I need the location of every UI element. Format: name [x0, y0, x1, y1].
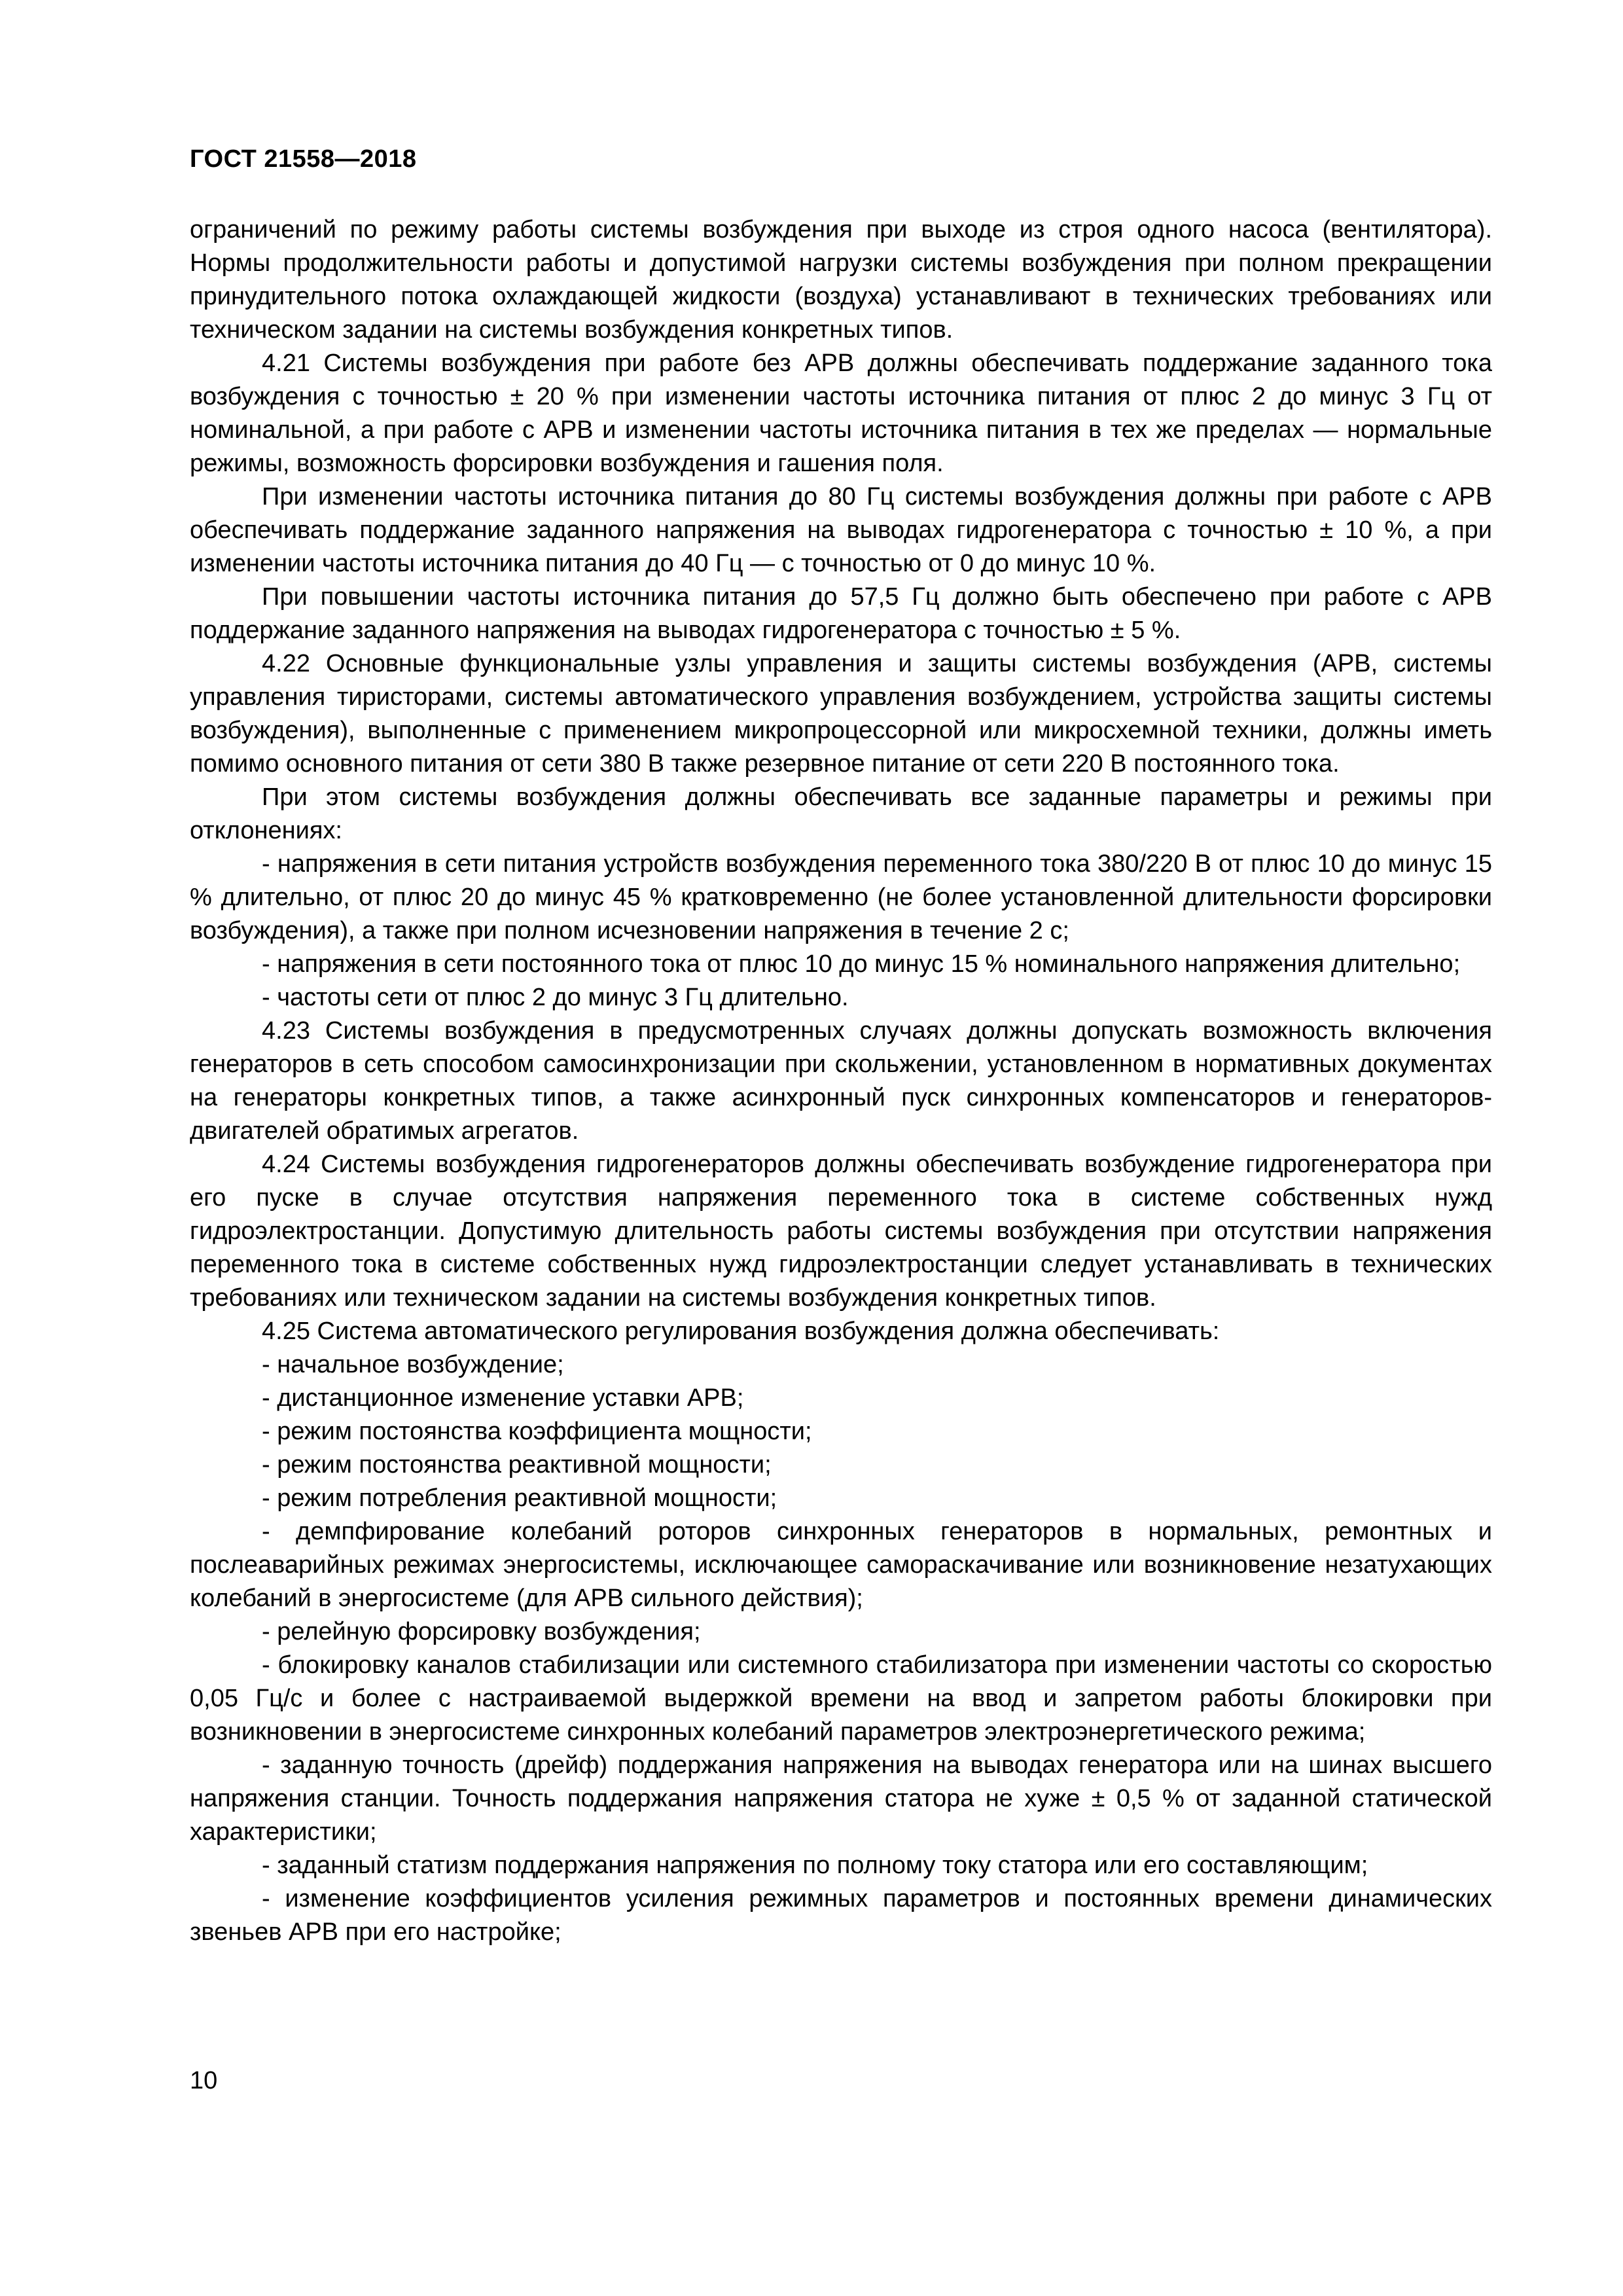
document-body: [190, 213, 1492, 1949]
page-number: 10: [190, 2067, 218, 2094]
list-item: - блокировку каналов стабилизации или системного стабилизатора при изменении частоты со скоростью 0,05 Гц/с и более с настраиваемой выдержкой времени на ввод и запретом работы блокировки при возникновении в энергосистеме синхронных колебаний параметров электроэнергетического режима;: [190, 1651, 1492, 1746]
paragraph: 4.25 Система автоматического регулирования возбуждения должна обеспечивать:: [262, 1318, 1220, 1345]
paragraph: 4.21 Системы возбуждения при работе без АРВ должны обеспечивать поддержание заданного тока возбуждения с точностью ± 20 % при изменении частоты источника питания от плюс 2 до минус 3 Гц от номинальной, а при работе с АРВ и изменении частоты источника питания в тех же пределах — нормальные режимы, возможность форсировки возбуждения и гашения поля.: [190, 350, 1492, 477]
paragraph: При повышении частоты источника питания до 57,5 Гц должно быть обеспечено при работе с АРВ поддержание заданного напряжения на выводах гидрогенератора с точностью ± 5 %.: [190, 583, 1492, 644]
paragraph: ограничений по режиму работы системы возбуждения при выходе из строя одного насоса (вентилятора). Нормы продолжительности работы и допустимой нагрузки системы возбуждения при полном прекращении принудительного потока охлаждающей жидкости (воздуха) устанавливают в технических требованиях или техническом задании на системы возбуждения конкретных типов.: [190, 216, 1492, 344]
paragraph: 4.23 Системы возбуждения в предусмотренных случаях должны допускать возможность включения генераторов в сеть способом самосинхронизации при скольжении, установленном в нормативных документах на генераторы конкретных типов, а также асинхронный пуск синхронных компенсаторов и генераторов-двигателей обратимых агрегатов.: [190, 1017, 1492, 1145]
list-item: - частоты сети от плюс 2 до минус 3 Гц длительно.: [262, 984, 849, 1011]
paragraph: 4.24 Системы возбуждения гидрогенераторов должны обеспечивать возбуждение гидрогенератора при его пуске в случае отсутствия напряжения переменного тока в системе собственных нужд гидроэлектростанции. Допустимую длительность работы системы возбуждения при отсутствии напряжения переменного тока в системе собственных нужд гидроэлектростанции следует устанавливать в технических требованиях или техническом задании на системы возбуждения конкретных типов.: [190, 1151, 1492, 1312]
list-item: - заданный статизм поддержания напряжения по полному току статора или его составляющим;: [262, 1852, 1368, 1879]
list-item: - демпфирование колебаний роторов синхронных генераторов в нормальных, ремонтных и послеаварийных режимах энергосистемы, исключающее самораскачивание или возникновение незатухающих колебаний в энергосистеме (для АРВ сильного действия);: [190, 1518, 1492, 1612]
paragraph: При изменении частоты источника питания до 80 Гц системы возбуждения должны при работе с АРВ обеспечивать поддержание заданного напряжения на выводах гидрогенератора с точностью ± 10 %, а при изменении частоты источника питания до 40 Гц — с точностью от 0 до минус 10 %.: [190, 483, 1492, 577]
list-item: - релейную форсировку возбуждения;: [262, 1618, 701, 1645]
paragraph: При этом системы возбуждения должны обеспечивать все заданные параметры и режимы при отклонениях:: [190, 783, 1492, 844]
list-item: - режим потребления реактивной мощности;: [262, 1484, 777, 1512]
list-item: - заданную точность (дрейф) поддержания напряжения на выводах генератора или на шинах высшего напряжения станции. Точность поддержания напряжения статора не хуже ± 0,5 % от заданной статической характеристики;: [190, 1751, 1492, 1846]
list-item: - напряжения в сети постоянного тока от плюс 10 до минус 15 % номинального напряжения длительно;: [262, 950, 1461, 978]
list-item: - режим постоянства коэффициента мощности;: [262, 1418, 812, 1445]
standard-header: ГОСТ 21558—2018: [190, 145, 417, 173]
list-item: - изменение коэффициентов усиления режимных параметров и постоянных времени динамических звеньев АРВ при его настройке;: [190, 1885, 1492, 1946]
list-item: - начальное возбуждение;: [262, 1351, 564, 1378]
list-item: - напряжения в сети питания устройств возбуждения переменного тока 380/220 В от плюс 10 до минус 15 % длительно, от плюс 20 до минус 45 % кратковременно (не более установленной длительности форсировки возбуждения), а также при полном исчезновении напряжения в течение 2 с;: [190, 850, 1492, 944]
paragraph: 4.22 Основные функциональные узлы управления и защиты системы возбуждения (АРВ, системы управления тиристорами, системы автоматического управления возбуждением, устройства защиты системы возбуждения), выполненные с применением микропроцессорной или микросхемной техники, должны иметь помимо основного питания от сети 380 В также резервное питание от сети 220 В постоянного тока.: [190, 650, 1492, 778]
list-item: - режим постоянства реактивной мощности;: [262, 1451, 772, 1479]
list-item: - дистанционное изменение уставки АРВ;: [262, 1384, 744, 1412]
